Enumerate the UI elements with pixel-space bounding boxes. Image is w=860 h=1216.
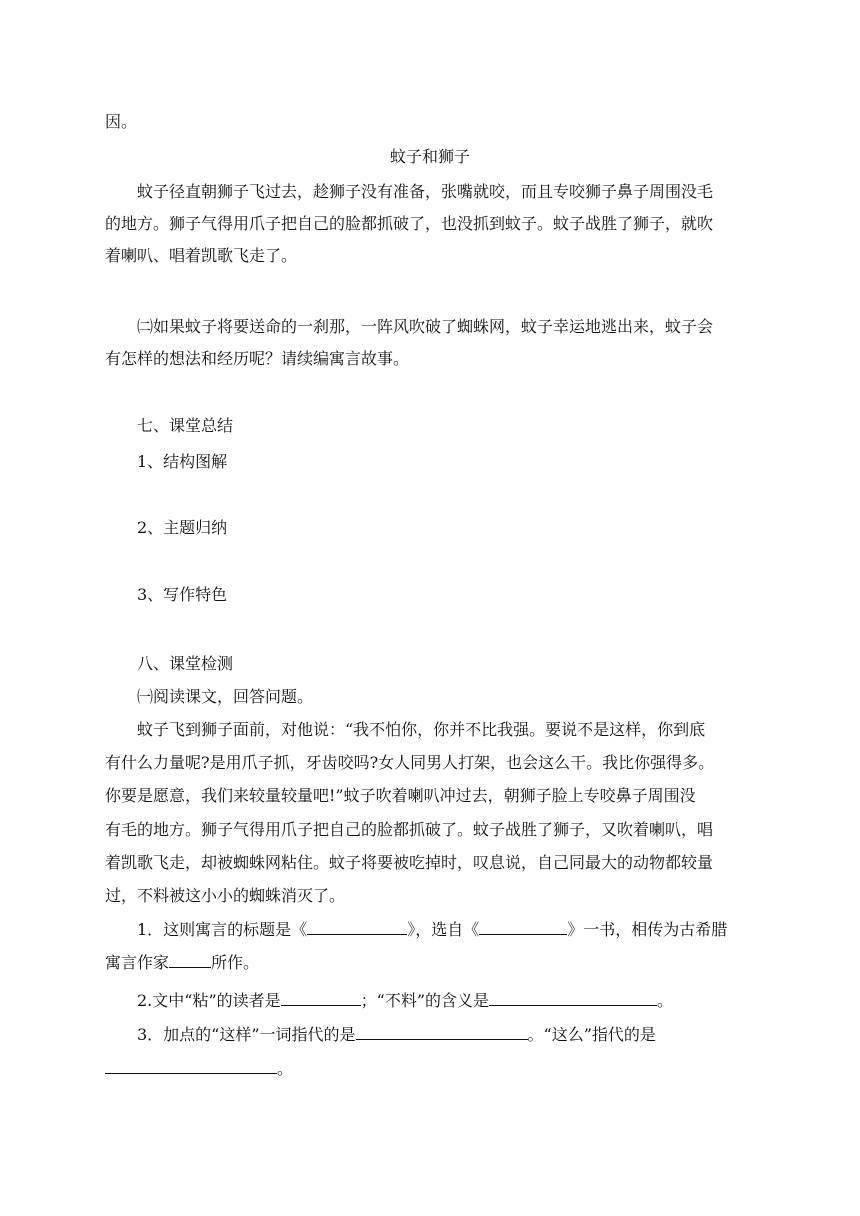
question-2 (137, 991, 673, 1011)
section-heading: 八、课堂检测 (137, 654, 234, 673)
reading-line: 有毛的地方。狮子气得用爪子把自己的脸都抓破了。蚊子战胜了狮子，又吹着喇叭，唱 (105, 820, 714, 839)
question-text: 所作。 (211, 953, 260, 972)
question-text: 寓言作家 (105, 953, 170, 972)
question-line: 有怎样的想法和经历呢？请续编寓言故事。 (105, 349, 410, 368)
question-1-cont (105, 953, 259, 973)
answer-blank[interactable] (281, 991, 361, 1006)
subsection-heading: 3、写作特色 (137, 585, 228, 604)
answer-blank[interactable] (356, 1025, 528, 1040)
reading-line: 有什么力量呢?是用爪子抓，牙齿咬吗?女人同男人打架，也会这么干。我比你强得多。 (105, 753, 715, 772)
subsection-heading: ㈠阅读课文，回答问题。 (137, 687, 314, 706)
question-3-cont (105, 1059, 293, 1079)
reading-line: 过，不料被这小小的蜘蛛消灭了。 (105, 886, 346, 905)
question-text: 2.文中“粘”的读者是 (137, 991, 281, 1010)
subsection-heading: 2、主题归纳 (137, 518, 228, 537)
answer-blank[interactable] (479, 920, 567, 935)
question-text: 1．这则寓言的标题是《 (137, 920, 308, 939)
section-heading: 七、课堂总结 (137, 416, 234, 435)
question-text: 。 (657, 991, 674, 1010)
text-line: 因。 (105, 112, 138, 131)
question-text: ；“不料”的含义是 (360, 991, 490, 1010)
question-text: 。“这么”指代的是 (527, 1025, 656, 1044)
text-line: 的地方。狮子气得用爪子把自己的脸都抓破了，也没抓到蚊子。蚊子战胜了狮子，就吹 (105, 214, 714, 233)
reading-line: 蚊子飞到狮子面前，对他说：“我不怕你，你并不比我强。要说不是这样，你到底 (137, 720, 706, 739)
text-line: 蚊子径直朝狮子飞过去，趁狮子没有准备，张嘴就咬，而且专咬狮子鼻子周围没毛 (137, 182, 714, 201)
question-line: ㈡如果蚊子将要送命的一刹那，一阵风吹破了蜘蛛网，蚊子幸运地逃出来，蚊子会 (137, 317, 714, 336)
story-title: 蚊子和狮子 (389, 147, 470, 166)
reading-line: 你要是愿意，我们来较量较量吧!”蚊子吹着喇叭冲过去，朝狮子脸上专咬鼻子周围没 (105, 786, 696, 805)
reading-line: 着凯歌飞走，却被蜘蛛网粘住。蚊子将要被吃掉时，叹息说，自己同最大的动物都较量 (105, 853, 714, 872)
question-text: 》一书，相传为古希腊 (567, 920, 728, 939)
question-text: 3．加点的“这样”一词指代的是 (137, 1025, 356, 1044)
text-line: 着喇叭、唱着凯歌飞走了。 (105, 246, 298, 265)
subsection-heading: 1、结构图解 (137, 452, 228, 471)
answer-blank[interactable] (169, 953, 211, 968)
answer-blank[interactable] (489, 991, 657, 1006)
question-text: 》，选自《 (407, 920, 480, 939)
question-text: 。 (277, 1059, 294, 1078)
answer-blank[interactable] (105, 1059, 277, 1074)
question-1 (137, 920, 727, 940)
answer-blank[interactable] (307, 920, 407, 935)
question-3 (137, 1025, 656, 1045)
